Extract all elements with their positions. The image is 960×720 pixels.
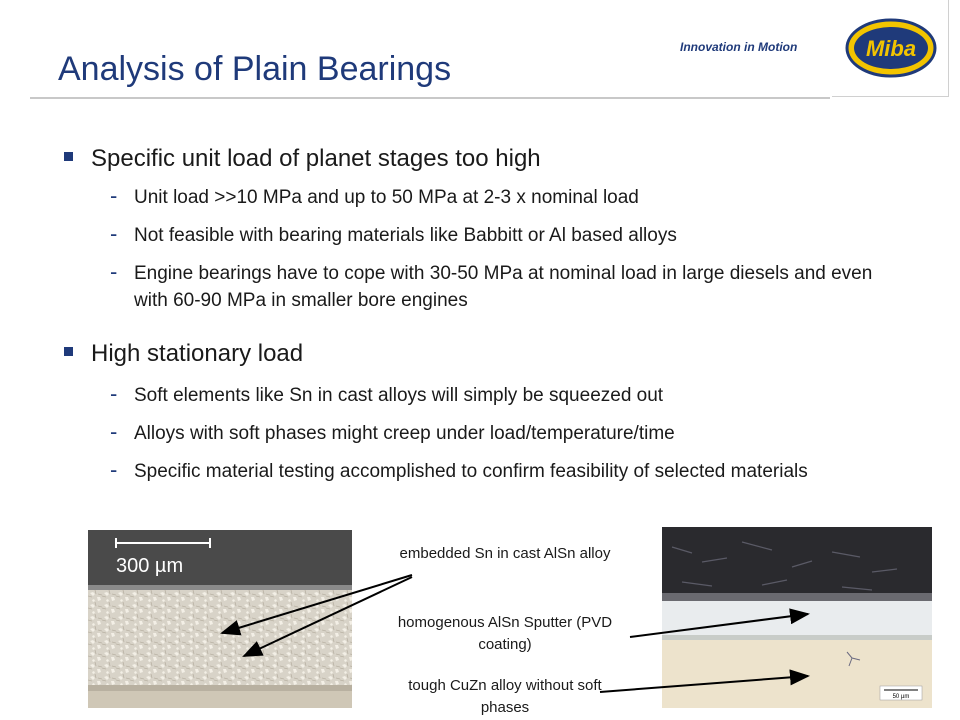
tagline: Innovation in Motion	[680, 40, 798, 54]
caption-embedded-sn: embedded Sn in cast AlSn alloy	[399, 545, 611, 562]
scale-label-50um: 50 µm	[892, 694, 910, 700]
dash-bullet-icon: -	[110, 419, 118, 444]
dash-bullet-icon: -	[110, 381, 118, 406]
section2-item: - Specific material testing accomplished to confirm feasibility of selected materials	[110, 457, 808, 482]
section1-item: - Not feasible with bearing materials like Babbitt or Al based alloys	[110, 221, 677, 246]
caption-pvd-coating: homogenous AlSn Sputter (PVD coating)	[397, 614, 613, 653]
page-title: Analysis of Plain Bearings	[58, 50, 452, 88]
section1-heading-text: Specific unit load of planet stages too high	[91, 145, 541, 172]
arrow-to-cuzn-substrate	[600, 676, 808, 692]
dash-bullet-icon: -	[110, 183, 118, 208]
section2-item: - Soft elements like Sn in cast alloys will simply be squeezed out	[110, 381, 664, 406]
section1-item: - Unit load >>10 MPa and up to 50 MPa at 2-3 x nominal load	[110, 183, 639, 208]
dash-bullet-icon: -	[110, 457, 118, 482]
section1-item: - Engine bearings have to cope with 30-50 MPa at nominal load in large diesels and even with 60-90 MPa in smaller bore engines	[110, 259, 873, 311]
dash-bullet-icon: -	[110, 221, 118, 246]
caption-cuzn-alloy: tough CuZn alloy without soft phases	[408, 677, 602, 716]
section2-heading-text: High stationary load	[91, 340, 304, 367]
logo-text: Miba	[865, 36, 917, 61]
section2-item: - Alloys with soft phases might creep under load/temperature/time	[110, 419, 675, 444]
scale-label-300um: 300 µm	[116, 555, 184, 577]
dash-bullet-icon: -	[110, 259, 118, 284]
arrow-to-pvd-layer	[630, 614, 808, 637]
